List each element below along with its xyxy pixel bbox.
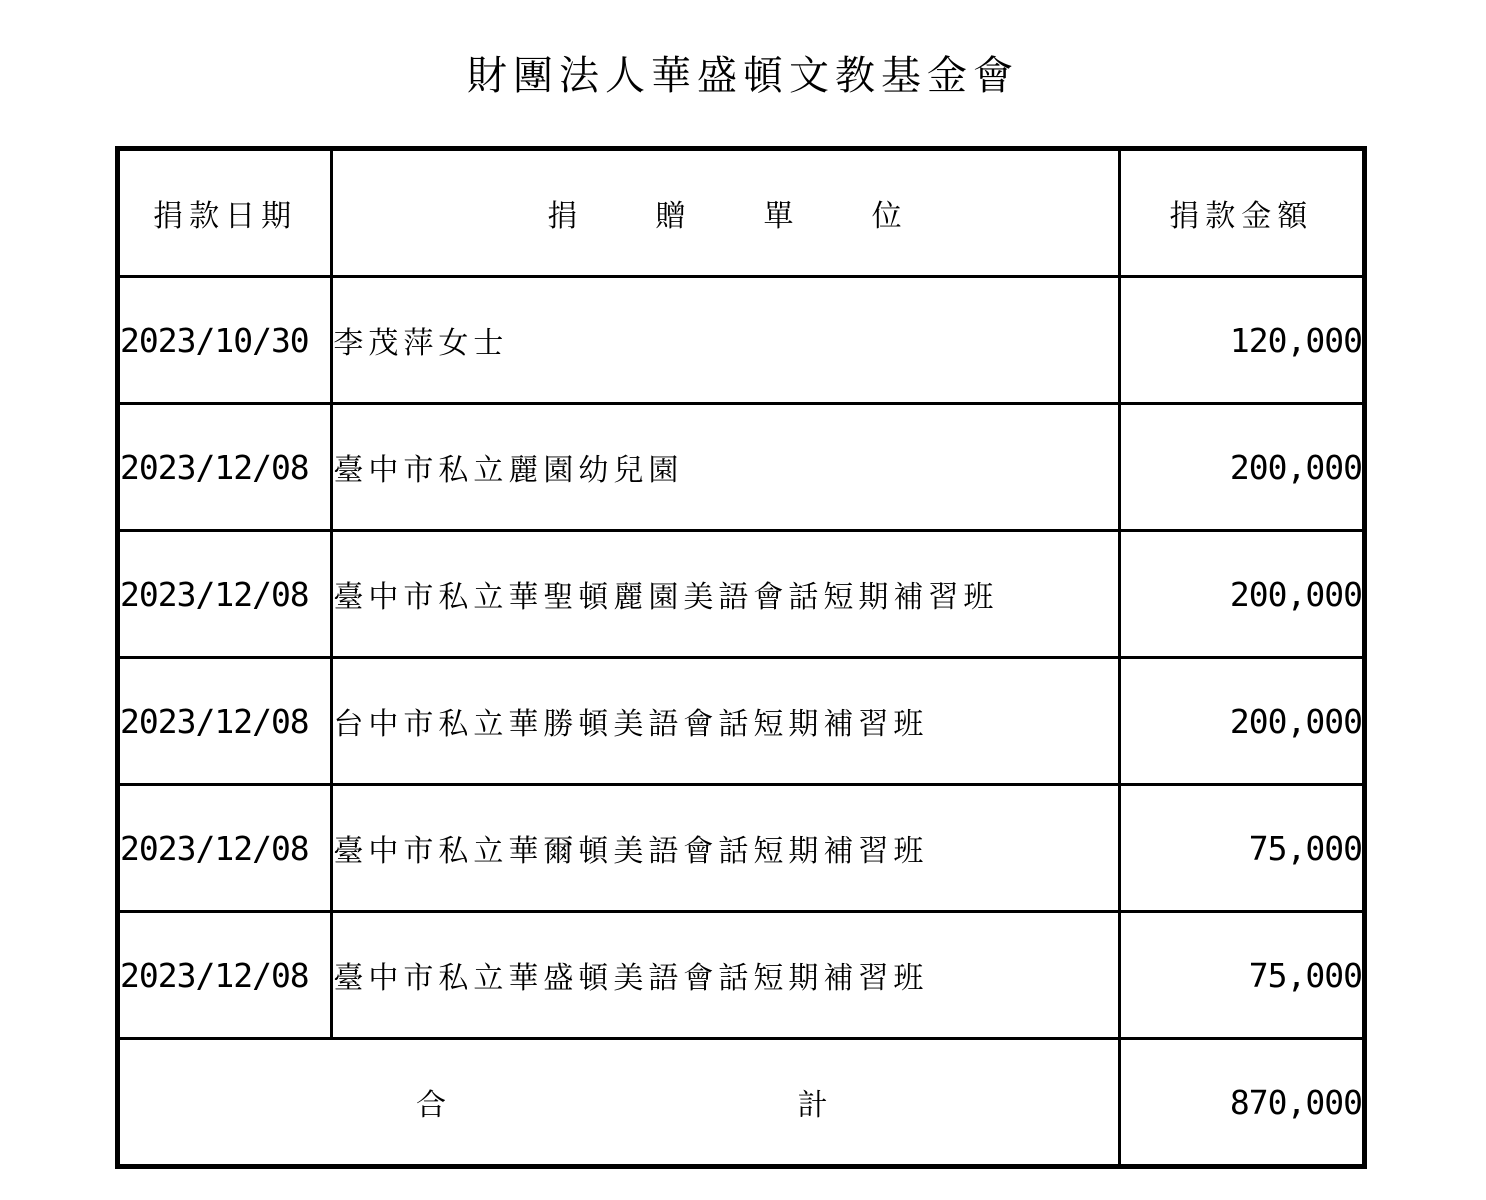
row-date: 2023/12/08: [118, 658, 332, 785]
donation-table: [115, 146, 1367, 1169]
row-donor-unit: 李茂萍女士: [332, 277, 1119, 404]
row-date: 2023/12/08: [118, 531, 332, 658]
table-row: [118, 277, 1365, 404]
total-row: [118, 1039, 1365, 1167]
table-row: [118, 531, 1365, 658]
row-donor-unit: 臺中市私立華聖頓麗園美語會話短期補習班: [332, 531, 1119, 658]
row-amount: 200,000: [1119, 404, 1364, 531]
row-amount: 120,000: [1119, 277, 1364, 404]
header-donor-unit-char: 單: [763, 199, 800, 234]
row-amount: 75,000: [1119, 785, 1364, 912]
row-date: 2023/12/08: [118, 785, 332, 912]
header-donor-unit-char: 位: [871, 199, 908, 234]
header-donation-amount: 捐款金額: [1119, 149, 1364, 277]
header-donor-unit-char: 捐: [547, 199, 584, 234]
document-title: 財團法人華盛頓文教基金會: [467, 53, 1019, 99]
row-date: 2023/12/08: [118, 404, 332, 531]
row-date: 2023/12/08: [118, 912, 332, 1039]
row-amount: 200,000: [1119, 531, 1364, 658]
row-date: 2023/10/30: [118, 277, 332, 404]
row-donor-unit: 台中市私立華勝頓美語會話短期補習班: [332, 658, 1119, 785]
table-row: [118, 658, 1365, 785]
header-donor-unit-char: 贈: [655, 199, 692, 234]
total-label: [118, 1039, 1120, 1167]
table-row: [118, 404, 1365, 531]
row-donor-unit: 臺中市私立麗園幼兒園: [332, 404, 1119, 531]
table-row: [118, 912, 1365, 1039]
table-header-row: [118, 149, 1365, 277]
total-label-char: 計: [797, 1088, 828, 1123]
total-label-char: 合: [416, 1088, 446, 1123]
row-amount: 200,000: [1119, 658, 1364, 785]
row-amount: 75,000: [1119, 912, 1364, 1039]
table-row: [118, 785, 1365, 912]
header-donor-unit: [332, 149, 1119, 277]
row-donor-unit: 臺中市私立華爾頓美語會話短期補習班: [332, 785, 1119, 912]
total-amount: 870,000: [1119, 1039, 1364, 1167]
row-donor-unit: 臺中市私立華盛頓美語會話短期補習班: [332, 912, 1119, 1039]
header-donation-date: 捐款日期: [118, 149, 332, 277]
